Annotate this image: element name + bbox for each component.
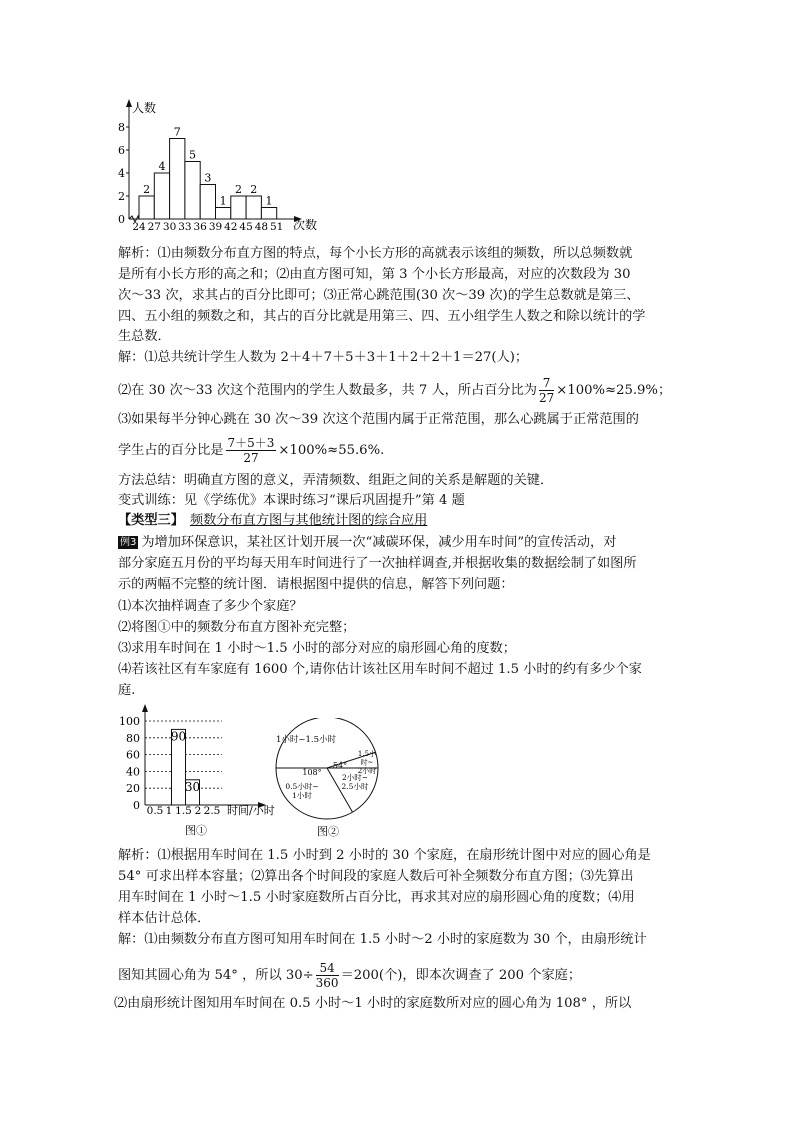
variant-training: 变式训练：见《学练优》本课时练习“课后巩固提升”第 4 题 [118, 493, 465, 508]
fraction-denominator: 27 [243, 451, 259, 465]
hist1-y-tick: 6 [118, 144, 125, 157]
hist1-value-label: 2 [250, 183, 258, 196]
fig1-y-tick: 80 [126, 731, 140, 745]
solution-2-result: ×100%≈25.9%； [556, 383, 672, 398]
solution-3-text: 学生占的百分比是 [118, 443, 224, 458]
solution-3-result: ×100%≈55.6%. [278, 443, 385, 458]
car-time-pie-chart [268, 718, 392, 838]
last-line: ⑵由扇形统计图知用车时间在 0.5 小时～1 小时的家庭数所对应的圆心角为 108° ，所以 [114, 996, 632, 1011]
pie-slice-label: 2.5小时 [341, 782, 369, 791]
fig2-caption: 图② [317, 825, 339, 838]
hist1-bar [231, 196, 246, 219]
hist1-x-tick: 39 [208, 221, 223, 233]
hist1-x-tick: 36 [193, 221, 207, 233]
hist1-y-tick: 4 [118, 167, 125, 180]
pie-slice-label: 2小时~ [341, 773, 369, 782]
hist1-x-tick: 24 [132, 221, 146, 233]
question-line-5: 庭. [118, 683, 136, 698]
fig1-value-label: 30 [184, 779, 201, 794]
hist1-y-tick: 8 [118, 121, 125, 134]
pie-angle-label: 108° [302, 768, 322, 777]
hist1-bar [200, 185, 215, 220]
hist1-bar [139, 196, 154, 219]
hist1-value-label: 3 [204, 171, 212, 185]
fig1-caption: 图① [185, 824, 207, 837]
question-line-2: ⑵将图①中的频数分布直方图补充完整； [118, 620, 356, 635]
fig1-y-tick: 20 [126, 782, 140, 796]
hist1-value-label: 1 [265, 194, 273, 208]
hist1-value-label: 2 [234, 183, 242, 196]
hist1-y-tick: 0 [118, 213, 125, 226]
analysis-1-line-1: 解析：⑴由频数分布直方图的特点，每个小长方形的高就表示该组的频数，所以总频数就 [118, 246, 633, 261]
fraction-54-360 [316, 961, 339, 990]
pie-slice-label: 1小时 [292, 791, 312, 800]
fraction-numerator: 54 [316, 961, 339, 976]
example-badge: 例3 [120, 537, 137, 548]
analysis-1-line-5: 生总数． [118, 329, 171, 344]
hist1-x-label: 次数 [293, 218, 318, 232]
fig1-value-label: 90 [170, 729, 187, 744]
fig1-y-tick: 0 [133, 799, 140, 812]
fig1-x-tick: 0.5 [146, 805, 164, 817]
hist1-x-tick: 27 [147, 221, 161, 233]
solution-2 [118, 376, 671, 405]
pie-angle-label: 54° [332, 761, 348, 770]
analysis-2-line-3: 用车时间在 1 小时～1.5 小时家庭数所占百分比，再求其对应的扇形圆心角的度数；⑷用 [118, 890, 635, 905]
pie-slice-label: 1.5小 [357, 750, 377, 758]
analysis-1-line-6: 解：⑴总共统计学生人数为 2＋4＋7＋5＋3＋1＋2＋2＋1＝27(人)； [118, 350, 529, 365]
type-three-title: 频数分布直方图与其他统计图的综合应用 [189, 513, 428, 528]
car-time-histogram [112, 700, 277, 840]
hist1-value-label: 7 [173, 125, 181, 139]
question-line-1: ⑴本次抽样调查了多少个家庭？ [118, 599, 303, 614]
fig1-x-tick: 1 [165, 805, 173, 817]
analysis-2-line-1: 解析：⑴根据用车时间在 1.5 小时到 2 小时的 30 个家庭，在扇形统计图中对应的圆心角是 [118, 848, 651, 863]
hist1-bar [261, 208, 276, 220]
fraction-numerator: 7 [539, 376, 554, 391]
solution-2-text: ⑵在 30 次～33 次这个范围内的学生人数最多，共 7 人，所占百分比为 [118, 383, 537, 398]
solution-4-text: 图知其圆心角为 54° ，所以 30÷ [118, 968, 314, 983]
fig1-x-unit: 时间/小时 [227, 804, 275, 817]
fraction-denominator: 360 [315, 976, 339, 990]
heart-rate-histogram [112, 95, 332, 235]
hist1-y-tick: 2 [118, 190, 125, 203]
fig1-axes [142, 704, 275, 837]
analysis-2-line-4: 样本估计总体． [118, 911, 211, 926]
hist1-bar [185, 162, 200, 220]
pie-slice-label: 2小时 [357, 766, 377, 775]
hist1-x-tick: 42 [224, 221, 238, 233]
hist1-value-label: 2 [143, 183, 151, 196]
analysis-1-line-4: 四、五小组的频数之和，其占的百分比就是用第三、四、五小组学生人数之和除以统计的学 [118, 309, 646, 324]
hist1-y-label: 人数 [132, 101, 157, 115]
hist1-value-label: 1 [219, 194, 227, 208]
hist1-x-tick: 51 [270, 221, 284, 233]
fig1-x-tick: 2 [194, 805, 202, 817]
pie-slice-label: 时~ [360, 758, 374, 767]
analysis-1-line-3: 次～33 次，求其占的百分比即可；⑶正常心跳范围(30 次～39 次)的学生总数就是第三、 [118, 288, 640, 303]
fig1-y-tick: 40 [126, 765, 140, 779]
example-3-line-2: 部分家庭五月份的平均每天用车时间进行了一次抽样调查,并根据收集的数据绘制了如图所 [118, 556, 637, 571]
analysis-2-line-2: 54° 可求出样本容量；⑵算出各个时间段的家庭人数后可补全频数分布直方图；⑶先算出 [118, 869, 634, 884]
question-line-3: ⑶求用车时间在 1 小时～1.5 小时的部分对应的扇形圆心角的度数； [118, 641, 516, 656]
method-summary: 方法总结：明确直方图的意义，弄清频数、组距之间的关系是解题的关键． [118, 473, 554, 488]
analysis-1-line-2: 是所有小长方形的高之和；⑵由直方图可知，第 3 个小长方形最高，对应的次数段为 30 [118, 267, 631, 282]
fraction-numerator: 7＋5＋3 [227, 436, 275, 450]
fraction-denominator: 27 [538, 391, 555, 405]
type-three-heading [118, 511, 427, 531]
hist1-bar [216, 208, 231, 220]
hist1-bar [246, 196, 261, 219]
solution-4-result: ＝200(个)，即本次调查了 200 个家庭； [340, 968, 582, 983]
solution-4-line [118, 961, 581, 990]
fig1-x-tick: 1.5 [175, 805, 192, 817]
question-line-4: ⑷若该社区有车家庭有 1600 个,请你估计该社区用车时间不超过 1.5 小时的约有多少个家 [118, 662, 642, 677]
fig1-x-tick: 2.5 [203, 805, 221, 817]
solution-3-line2 [118, 436, 384, 465]
pie-slice-label: 1小时~1.5小时 [275, 735, 337, 745]
hist1-value-label: 5 [189, 148, 197, 162]
example-3-line1 [118, 533, 616, 553]
example-3-text: 为增加环保意识，某社区计划开展一次“减碳环保，减少用车时间”的宣传活动，对 [141, 535, 617, 550]
solution-3-line1: ⑶如果每半分钟心跳在 30 次～39 次这个范围内属于正常范围，那么心跳属于正常范围的 [118, 412, 639, 427]
fig1-y-tick: 100 [119, 715, 140, 728]
hist1-x-tick: 48 [254, 221, 269, 233]
fraction-7-27 [539, 376, 554, 405]
pie-slice-label: 0.5小时~ [285, 782, 319, 791]
hist1-x-tick: 45 [239, 221, 253, 233]
hist1-x-tick: 33 [178, 221, 192, 233]
fig1-y-tick: 60 [126, 748, 140, 762]
hist1-x-tick: 30 [162, 221, 177, 233]
hist1-bar [154, 173, 169, 219]
fraction-15-27 [226, 436, 277, 465]
analysis-2-line-5: 解：⑴由频数分布直方图可知用车时间在 1.5 小时～2 小时的家庭数为 30 个，由扇形统计 [118, 932, 647, 947]
hist1-value-label: 4 [158, 160, 166, 173]
hist1-bar [170, 139, 185, 220]
example-3-line-3: 示的两幅不完整的统计图．请根据图中提供的信息，解答下列问题： [118, 577, 514, 592]
type-three-bracket: 【类型三】 [118, 513, 184, 528]
